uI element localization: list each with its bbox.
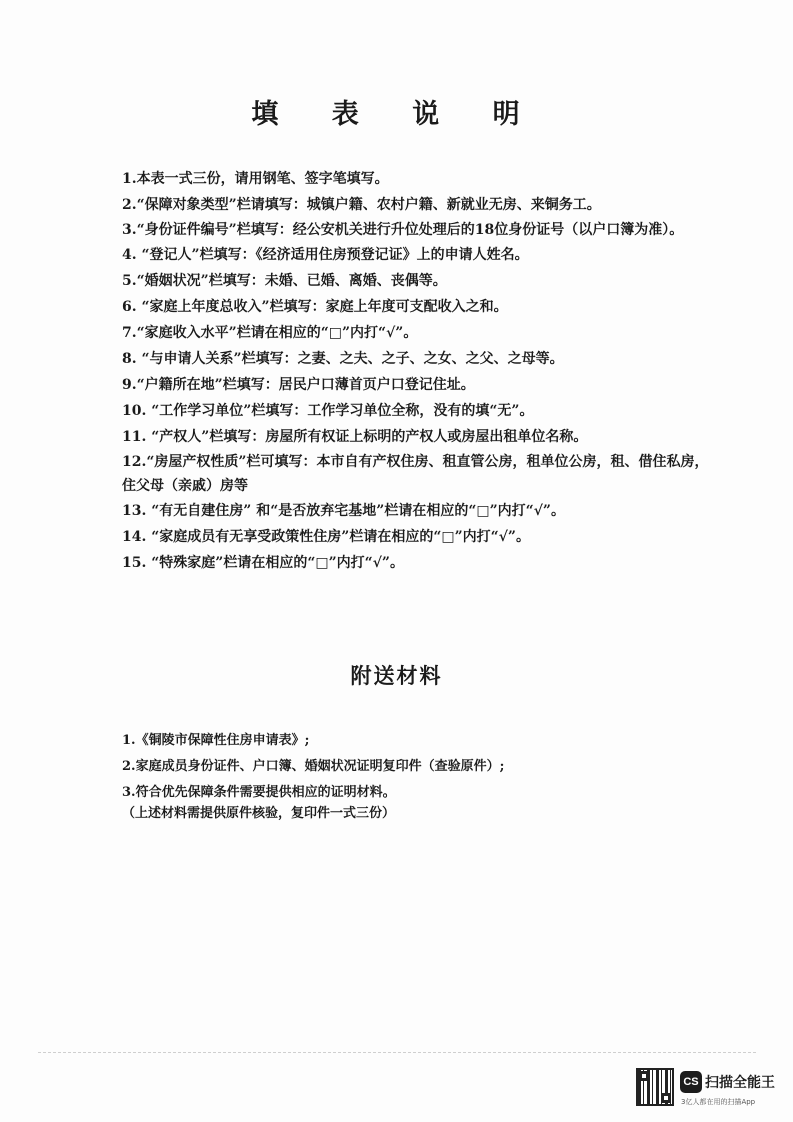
watermark-tagline: 3亿人都在用的扫描App [681, 1098, 756, 1106]
instruction-item: 15. “特殊家庭”栏请在相应的“□”内打“√”。 [122, 555, 404, 571]
attachments-list [122, 728, 682, 806]
instruction-item: 13. “有无自建住房” 和“是否放弃宅基地”栏请在相应的“□”内打“√”。 [122, 503, 565, 519]
footer-divider [38, 1052, 756, 1053]
page-title: 填 表 说 明 [251, 99, 542, 130]
instruction-item: 3.“身份证件编号”栏填写：经公安机关进行升位处理后的18位身份证号（以户口簿为准）。 [122, 222, 684, 238]
instruction-item: 10. “工作学习单位”栏填写：工作学习单位全称，没有的填“无”。 [122, 403, 534, 419]
instructions-list [122, 166, 712, 576]
camscanner-logo-icon: CS [680, 1071, 702, 1093]
attachment-item: 1.《铜陵市保障性住房申请表》; [122, 733, 310, 748]
instruction-item: 4. “登记人”栏填写：《经济适用住房预登记证》上的申请人姓名。 [122, 247, 529, 263]
attachment-item: 3.符合优先保障条件需要提供相应的证明材料。 [122, 785, 396, 800]
instruction-item: 12.“房屋产权性质”栏可填写：本市自有产权住房、租直管公房，租单位公房，租、借住私房，住父母（亲戚）房等 [122, 454, 709, 494]
instruction-item: 6. “家庭上年度总收入”栏填写：家庭上年度可支配收入之和。 [122, 299, 508, 315]
watermark-brand: 扫描全能王 [705, 1075, 775, 1091]
instruction-item: 5.“婚姻状况”栏填写：未婚、已婚、离婚、丧偶等。 [122, 273, 447, 289]
instruction-item: 14. “家庭成员有无享受政策性住房”栏请在相应的“□”内打“√”。 [122, 529, 530, 545]
instruction-item: 1.本表一式三份，请用钢笔、签字笔填写。 [122, 171, 389, 187]
attachments-title: 附送材料 [350, 663, 443, 688]
instruction-item: 7.“家庭收入水平”栏请在相应的“□”内打“√”。 [122, 325, 418, 341]
instruction-item: 2.“保障对象类型”栏请填写：城镇户籍、农村户籍、新就业无房、来铜务工。 [122, 197, 601, 213]
qr-code-icon [636, 1068, 674, 1106]
instruction-item: 9.“户籍所在地”栏填写：居民户口薄首页户口登记住址。 [122, 377, 475, 393]
attachment-item: 2.家庭成员身份证件、户口簿、婚姻状况证明复印件（查验原件）; [122, 759, 505, 774]
attachments-note: （上述材料需提供原件核验，复印件一式三份） [122, 806, 396, 821]
instruction-item: 11. “产权人”栏填写：房屋所有权证上标明的产权人或房屋出租单位名称。 [122, 429, 588, 445]
instruction-item: 8. “与申请人关系”栏填写：之妻、之夫、之子、之女、之父、之母等。 [122, 351, 564, 367]
